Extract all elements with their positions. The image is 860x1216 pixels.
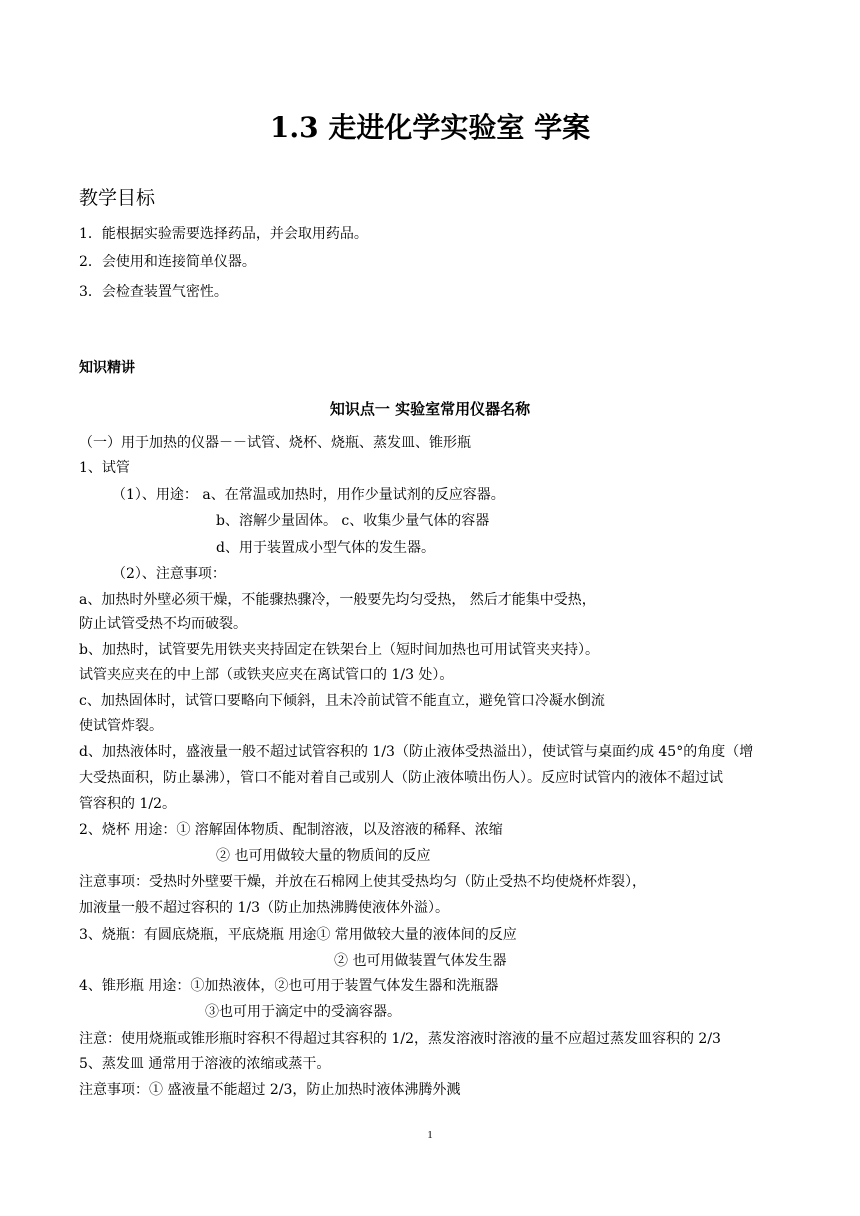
objective-item: 2．会使用和连接简单仪器。 <box>79 254 256 270</box>
body-line: 管容积的 1/2。 <box>79 796 176 812</box>
knowledge-heading: 知识精讲 <box>79 360 135 376</box>
body-line: 大受热面积，防止暴沸），管口不能对着自己或别人（防止液体喷出伤人）。反应时试管内的液体不超过试 <box>79 770 723 786</box>
body-line: ③也可用于滴定中的受滴容器。 <box>205 1004 401 1020</box>
body-line: 使试管炸裂。 <box>79 718 163 734</box>
body-line: 加液量一般不超过容积的 1/3（防止加热沸腾使液体外溢）。 <box>79 900 449 916</box>
body-line: 防止试管受热不均而破裂。 <box>79 616 247 632</box>
knowledge-point-title: 知识点一 实验室常用仪器名称 <box>329 400 531 418</box>
body-line: a、加热时外壁必须干燥，不能骤热骤冷，一般要先均匀受热， 然后才能集中受热， <box>79 592 596 608</box>
body-line: （1）、用途： a、在常温或加热时，用作少量试剂的反应容器。 <box>112 487 505 503</box>
body-line: d、加热液体时，盛液量一般不超过试管容积的 1/3（防止液体受热溢出），使试管与桌面约成 45°的角度（增 <box>79 744 754 760</box>
body-line: ② 也可用做装置气体发生器 <box>334 953 507 969</box>
objectives-heading: 教学目标 <box>79 187 156 209</box>
body-line: 5、蒸发皿 通常用于溶液的浓缩或蒸干。 <box>79 1056 331 1072</box>
body-line: b、溶解少量固体。 c、收集少量气体的容器 <box>216 513 490 529</box>
body-line: b、加热时，试管要先用铁夹夹持固定在铁架台上（短时间加热也可用试管夹夹持）。 <box>79 642 599 658</box>
body-line: 3、烧瓶：有圆底烧瓶，平底烧瓶 用途① 常用做较大量的液体间的反应 <box>79 927 517 943</box>
objective-item: 3．会检查装置气密性。 <box>79 284 228 300</box>
document-title: 1.3 走进化学实验室 学案 <box>269 111 591 144</box>
body-line: c、加热固体时，试管口要略向下倾斜，且未冷前试管不能直立，避免管口冷凝水倒流 <box>79 693 605 709</box>
body-line: 1、试管 <box>79 460 130 476</box>
body-line: 注意事项：受热时外壁要干燥，并放在石棉网上使其受热均匀（防止受热不均使烧杯炸裂）， <box>79 874 646 890</box>
body-line: 试管夹应夹在的中上部（或铁夹应夹在离试管口的 1/3 处）。 <box>79 667 454 683</box>
body-line: 4、锥形瓶 用途：①加热液体，②也可用于装置气体发生器和洗瓶器 <box>79 978 499 994</box>
body-line: （一）用于加热的仪器－－试管、烧杯、烧瓶、蒸发皿、锥形瓶 <box>79 435 471 451</box>
body-line: 注意事项：① 盛液量不能超过 2/3，防止加热时液体沸腾外溅 <box>79 1082 461 1098</box>
body-line: 注意：使用烧瓶或锥形瓶时容积不得超过其容积的 1/2，蒸发溶液时溶液的量不应超过蒸发皿容积的 2/3 <box>79 1031 721 1047</box>
body-line: 2、烧杯 用途：① 溶解固体物质、配制溶液，以及溶液的稀释、浓缩 <box>79 822 503 838</box>
page-number: 1 <box>427 1129 433 1141</box>
body-line: ② 也可用做较大量的物质间的反应 <box>216 848 431 864</box>
body-line: d、用于装置成小型气体的发生器。 <box>216 540 435 556</box>
body-line: （2）、注意事项： <box>112 566 226 582</box>
objective-item: 1．能根据实验需要选择药品，并会取用药品。 <box>79 226 368 242</box>
